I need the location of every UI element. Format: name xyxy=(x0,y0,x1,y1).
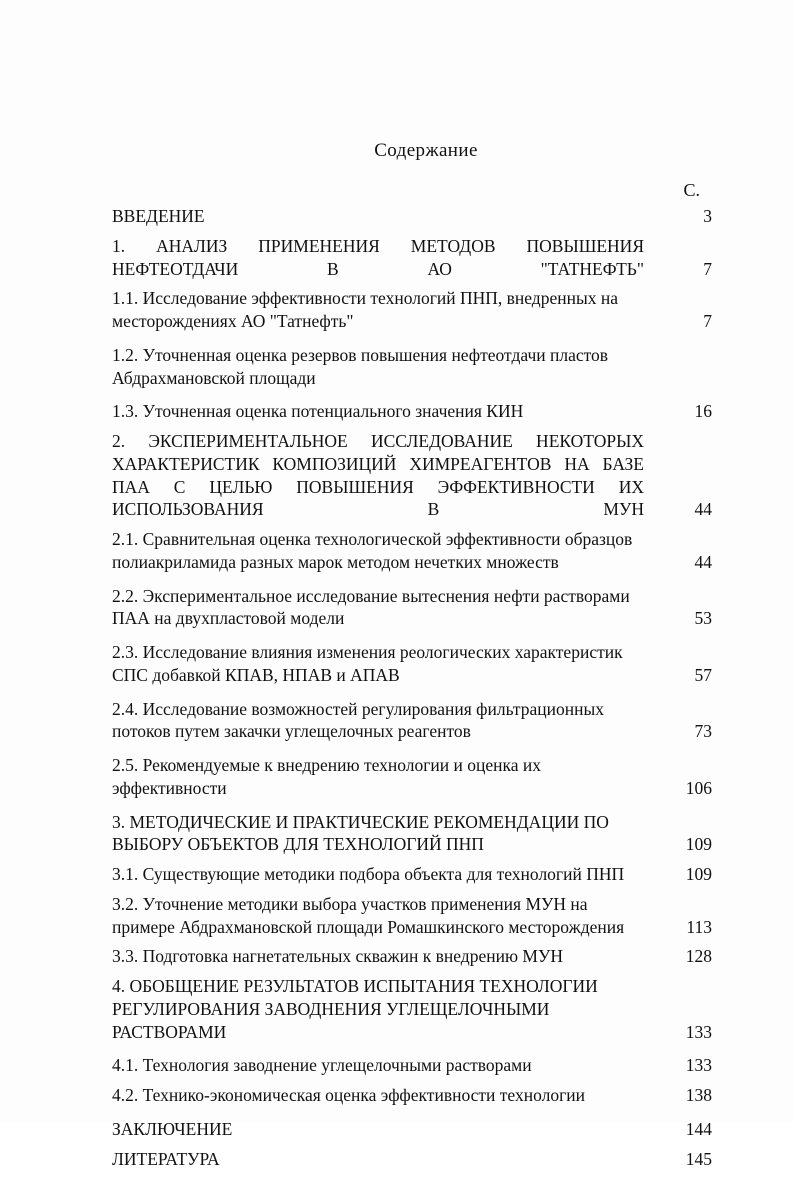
toc-entry-label: 1. АНАЛИЗ ПРИМЕНЕНИЯ МЕТОДОВ ПОВЫШЕНИЯ НЕФТЕОТДАЧИ В АО "ТАТНЕФТЬ" xyxy=(112,235,644,279)
page-column-header: С. xyxy=(683,180,700,200)
toc-entry-page-number: 138 xyxy=(685,1085,712,1105)
toc-entry-page-number: 133 xyxy=(685,1055,712,1076)
table-of-contents xyxy=(112,140,722,1177)
toc-entry[interactable] xyxy=(112,698,722,744)
toc-entry-page-number: 7 xyxy=(703,311,712,331)
toc-entry-label: 3. МЕТОДИЧЕСКИЕ И ПРАКТИЧЕСКИЕ РЕКОМЕНДАЦИИ ПО ВЫБОРУ ОБЪЕКТОВ ДЛЯ ТЕХНОЛОГИЙ ПНП xyxy=(112,811,609,855)
toc-entry[interactable] xyxy=(112,400,722,423)
toc-entry[interactable] xyxy=(112,863,722,886)
toc-entry-label: 4. ОБОБЩЕНИЕ РЕЗУЛЬТАТОВ ИСПЫТАНИЯ ТЕХНОЛОГИИ РЕГУЛИРОВАНИЯ ЗАВОДНЕНИЯ УГЛЕЩЕЛОЧНЫМИ РАСТВОРАМИ xyxy=(112,976,598,1042)
toc-entry[interactable] xyxy=(112,1084,722,1107)
toc-entry-page-number: 57 xyxy=(694,664,712,685)
toc-entry-page-number: 44 xyxy=(694,499,712,520)
toc-entry[interactable] xyxy=(112,1118,722,1141)
toc-entry[interactable] xyxy=(112,205,722,228)
toc-entry-label: ЗАКЛЮЧЕНИЕ xyxy=(112,1118,233,1139)
toc-entry-label: 2.3. Исследование влияния изменения реологических характеристик СПС добавкой КПАВ, НПАВ и АПАВ xyxy=(112,642,623,685)
toc-entry-page-number: 133 xyxy=(685,1021,712,1042)
toc-entry[interactable] xyxy=(112,1054,722,1077)
toc-entry-page-number: 109 xyxy=(685,834,712,855)
toc-entry-page-number: 3 xyxy=(703,206,712,226)
toc-entry-page-number: 73 xyxy=(694,721,712,742)
toc-entry-page-number: 7 xyxy=(703,258,712,279)
toc-entry[interactable] xyxy=(112,344,722,390)
toc-entry-label: 2. ЭКСПЕРИМЕНТАЛЬНОЕ ИССЛЕДОВАНИЕ НЕКОТОРЫХ ХАРАКТЕРИСТИК КОМПОЗИЦИЙ ХИМРЕАГЕНТОВ НА БАЗЕ ПАА С ЦЕЛЬЮ ПОВЫШЕНИЯ ЭФФЕКТИВНОСТИ ИХ ИСПОЛЬЗОВАНИЯ В МУН xyxy=(112,431,644,520)
toc-entry-label: 2.2. Экспериментальное исследование вытеснения нефти растворами ПАА на двухпластовой модели xyxy=(112,585,630,629)
toc-entry-label: 3.2. Уточнение методики выбора участков применения МУН на примере Абдрахмановской площади Ромашкинского месторождения xyxy=(112,893,625,937)
toc-list xyxy=(112,205,722,1170)
toc-entry-label: 1.1. Исследование эффективности технологий ПНП, внедренных на месторождениях АО "Татнефть" xyxy=(112,288,618,331)
toc-entry-page-number: 106 xyxy=(685,777,712,798)
toc-entry-label: 3.1. Существующие методики подбора объекта для технологий ПНП xyxy=(112,864,625,884)
toc-entry-label: 2.1. Сравнительная оценка технологической эффективности образцов полиакриламида разных марок методом нечетких множеств xyxy=(112,529,633,572)
toc-entry-label: ЛИТЕРАТУРА xyxy=(112,1148,220,1169)
toc-entry-page-number: 109 xyxy=(685,864,712,884)
toc-entry[interactable] xyxy=(112,945,722,968)
toc-entry-label: 2.5. Рекомендуемые к внедрению технологии и оценка их эффективности xyxy=(112,755,542,798)
toc-entry-page-number: 145 xyxy=(685,1148,712,1169)
toc-entry[interactable] xyxy=(112,235,722,281)
toc-entry-label: ВВЕДЕНИЕ xyxy=(112,206,205,226)
toc-entry-page-number: 44 xyxy=(694,551,712,572)
toc-entry-label: 3.3. Подготовка нагнетательных скважин к внедрению МУН xyxy=(112,946,563,967)
toc-entry[interactable] xyxy=(112,893,722,939)
toc-entry[interactable] xyxy=(112,287,722,333)
toc-entry[interactable] xyxy=(112,641,722,687)
toc-entry-label: 1.2. Уточненная оценка резервов повышения нефтеотдачи пластов Абдрахмановской площади xyxy=(112,344,609,388)
toc-entry-page-number: 144 xyxy=(685,1118,712,1139)
toc-entry-label: 2.4. Исследование возможностей регулирования фильтрационных потоков путем закачки углещелочных реагентов xyxy=(112,698,604,742)
toc-entry[interactable] xyxy=(112,1148,722,1171)
toc-entry[interactable] xyxy=(112,528,722,574)
toc-entry[interactable] xyxy=(112,975,722,1043)
toc-entry-label: 1.3. Уточненная оценка потенциального значения КИН xyxy=(112,401,524,422)
toc-entry-page-number: 128 xyxy=(685,946,712,967)
toc-entry[interactable] xyxy=(112,585,722,631)
toc-entry[interactable] xyxy=(112,754,722,800)
toc-entry-label: 4.1. Технология заводнение углещелочными растворами xyxy=(112,1055,532,1076)
toc-entry[interactable] xyxy=(112,430,722,521)
toc-entry-label: 4.2. Технико-экономическая оценка эффективности технологии xyxy=(112,1085,585,1105)
toc-entry-page-number: 113 xyxy=(686,916,712,937)
toc-entry-page-number: 16 xyxy=(694,401,712,422)
toc-entry-page-number: 53 xyxy=(694,608,712,629)
toc-entry[interactable] xyxy=(112,811,722,857)
page-title: Содержание xyxy=(374,140,478,161)
